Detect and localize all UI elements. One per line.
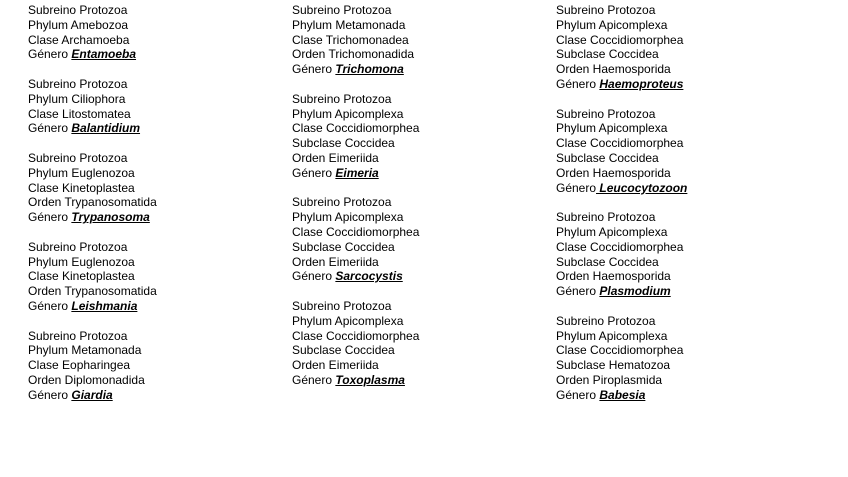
- taxonomy-entry: [28, 3, 278, 62]
- taxonomy-rank-line: Clase Coccidiomorphea: [292, 328, 420, 343]
- taxonomy-rank-line: Subreino Protozoa: [292, 91, 392, 106]
- taxonomy-rank-line: Clase Kinetoplastea: [28, 180, 135, 195]
- taxonomy-rank-line: Phylum Apicomplexa: [556, 224, 668, 239]
- genus-label: Género: [292, 269, 336, 284]
- genus-name: Trichomona: [335, 62, 404, 77]
- taxonomy-rank-line: Subclase Coccidea: [556, 254, 659, 269]
- taxonomy-rank-line: Subreino Protozoa: [292, 195, 392, 210]
- taxonomy-rank-line: Subreino Protozoa: [556, 313, 656, 328]
- genus-label: Género: [28, 298, 72, 313]
- taxonomy-rank-line: Phylum Ciliophora: [28, 91, 126, 106]
- taxonomy-rank-line: Subreino Protozoa: [28, 3, 128, 17]
- taxonomy-rank-line: Clase Litostomatea: [28, 106, 131, 121]
- taxonomy-entry: [28, 151, 278, 225]
- taxonomy-rank-line: Orden Trypanosomatida: [28, 195, 157, 210]
- taxonomy-entry: [556, 314, 806, 403]
- genus-label: Género: [556, 284, 600, 299]
- taxonomy-rank-line: Clase Archamoeba: [28, 32, 130, 47]
- taxonomy-rank-line: Phylum Apicomplexa: [292, 313, 404, 328]
- genus-line: [28, 121, 278, 136]
- taxonomy-rank-line: Subclase Coccidea: [292, 136, 395, 151]
- taxonomy-rank-line: Phylum Euglenozoa: [28, 254, 135, 269]
- taxonomy-rank-line: Orden Piroplasmida: [556, 372, 663, 387]
- genus-name: Sarcocystis: [335, 269, 403, 284]
- taxonomy-rank-line: Clase Trichomonadea: [292, 32, 409, 47]
- taxonomy-rank-line: Orden Eimeriida: [292, 254, 379, 269]
- genus-name: Balantidium: [71, 121, 141, 136]
- taxonomy-rank-line: Orden Trypanosomatida: [28, 284, 157, 299]
- taxonomy-rank-line: Clase Coccidiomorphea: [556, 239, 684, 254]
- taxonomy-column-2: [292, 3, 542, 403]
- taxonomy-rank-line: Subreino Protozoa: [556, 106, 656, 121]
- genus-label: Género: [556, 387, 600, 402]
- genus-name: Trypanosoma: [71, 210, 150, 225]
- genus-line: [28, 47, 278, 62]
- taxonomy-rank-line: Orden Haemosporida: [556, 269, 671, 284]
- genus-name: Entamoeba: [71, 47, 137, 62]
- genus-line: [28, 388, 278, 403]
- taxonomy-rank-line: Clase Eopharingea: [28, 358, 131, 373]
- genus-label: Género: [28, 121, 72, 136]
- taxonomy-rank-line: Orden Diplomonadida: [28, 372, 145, 387]
- genus-name: Plasmodium: [599, 284, 671, 299]
- genus-label: Género: [556, 76, 600, 91]
- taxonomy-entry: [28, 240, 278, 314]
- genus-line: [556, 284, 806, 299]
- taxonomy-rank-line: Subclase Coccidea: [292, 239, 395, 254]
- taxonomy-rank-line: Clase Coccidiomorphea: [556, 343, 684, 358]
- taxonomy-column-1: [28, 3, 278, 417]
- taxonomy-entry: [556, 210, 806, 299]
- genus-line: [292, 62, 542, 77]
- taxonomy-rank-line: Subclase Hematozoa: [556, 358, 671, 373]
- taxonomy-rank-line: Phylum Apicomplexa: [556, 121, 668, 136]
- genus-name: Haemoproteus: [599, 76, 684, 91]
- taxonomy-entry: [28, 329, 278, 403]
- taxonomy-rank-line: Subreino Protozoa: [556, 210, 656, 225]
- genus-label: Género: [28, 47, 72, 62]
- genus-name: Toxoplasma: [335, 372, 405, 387]
- taxonomy-entry: [292, 299, 542, 388]
- taxonomy-rank-line: Orden Haemosporida: [556, 62, 671, 77]
- genus-name: Babesia: [599, 387, 646, 402]
- genus-line: [556, 77, 806, 92]
- taxonomy-rank-line: Orden Eimeriida: [292, 150, 379, 165]
- genus-label: Género: [292, 372, 336, 387]
- taxonomy-rank-line: Phylum Apicomplexa: [556, 17, 668, 32]
- genus-line: [28, 210, 278, 225]
- genus-line: [292, 269, 542, 284]
- taxonomy-rank-line: Subclase Coccidea: [556, 47, 659, 62]
- taxonomy-rank-line: Subclase Coccidea: [556, 150, 659, 165]
- genus-line: [292, 373, 542, 388]
- taxonomy-rank-line: Phylum Apicomplexa: [292, 210, 404, 225]
- taxonomy-entry: [292, 92, 542, 181]
- genus-label: Género: [556, 180, 597, 195]
- taxonomy-rank-line: Subclase Coccidea: [292, 343, 395, 358]
- taxonomy-rank-line: Clase Coccidiomorphea: [556, 136, 684, 151]
- taxonomy-entry: [292, 3, 542, 77]
- taxonomy-rank-line: Orden Eimeriida: [292, 358, 379, 373]
- taxonomy-rank-line: Clase Coccidiomorphea: [292, 121, 420, 136]
- genus-name: Leishmania: [71, 298, 138, 313]
- genus-line: [292, 166, 542, 181]
- taxonomy-rank-line: Clase Coccidiomorphea: [556, 32, 684, 47]
- genus-name: Eimeria: [335, 165, 379, 180]
- taxonomy-rank-line: Clase Kinetoplastea: [28, 269, 135, 284]
- genus-label: Género: [292, 165, 336, 180]
- taxonomy-rank-line: Phylum Metamonada: [28, 343, 142, 358]
- taxonomy-rank-line: Subreino Protozoa: [28, 239, 128, 254]
- taxonomy-rank-line: Phylum Metamonada: [292, 17, 406, 32]
- genus-line: [556, 181, 806, 196]
- taxonomy-entry: [556, 107, 806, 196]
- taxonomy-rank-line: Subreino Protozoa: [28, 150, 128, 165]
- taxonomy-rank-line: Subreino Protozoa: [292, 298, 392, 313]
- taxonomy-column-3: [556, 3, 806, 417]
- taxonomy-rank-line: Orden Trichomonadida: [292, 47, 415, 62]
- taxonomy-rank-line: Subreino Protozoa: [292, 3, 392, 17]
- taxonomy-rank-line: Subreino Protozoa: [556, 3, 656, 17]
- taxonomy-entry: [292, 195, 542, 284]
- taxonomy-entry: [556, 3, 806, 92]
- genus-line: [28, 299, 278, 314]
- taxonomy-rank-line: Orden Haemosporida: [556, 165, 671, 180]
- genus-name: Giardia: [71, 387, 113, 402]
- taxonomy-rank-line: Phylum Apicomplexa: [556, 328, 668, 343]
- taxonomy-rank-line: Subreino Protozoa: [28, 328, 128, 343]
- genus-label: Género: [28, 210, 72, 225]
- genus-name: Leucocytozoon: [596, 180, 688, 195]
- taxonomy-entry: [28, 77, 278, 136]
- taxonomy-rank-line: Phylum Apicomplexa: [292, 106, 404, 121]
- taxonomy-rank-line: Phylum Euglenozoa: [28, 165, 135, 180]
- taxonomy-rank-line: Clase Coccidiomorphea: [292, 224, 420, 239]
- taxonomy-rank-line: Subreino Protozoa: [28, 76, 128, 91]
- taxonomy-rank-line: Phylum Amebozoa: [28, 17, 129, 32]
- genus-label: Género: [28, 387, 72, 402]
- genus-label: Género: [292, 62, 336, 77]
- genus-line: [556, 388, 806, 403]
